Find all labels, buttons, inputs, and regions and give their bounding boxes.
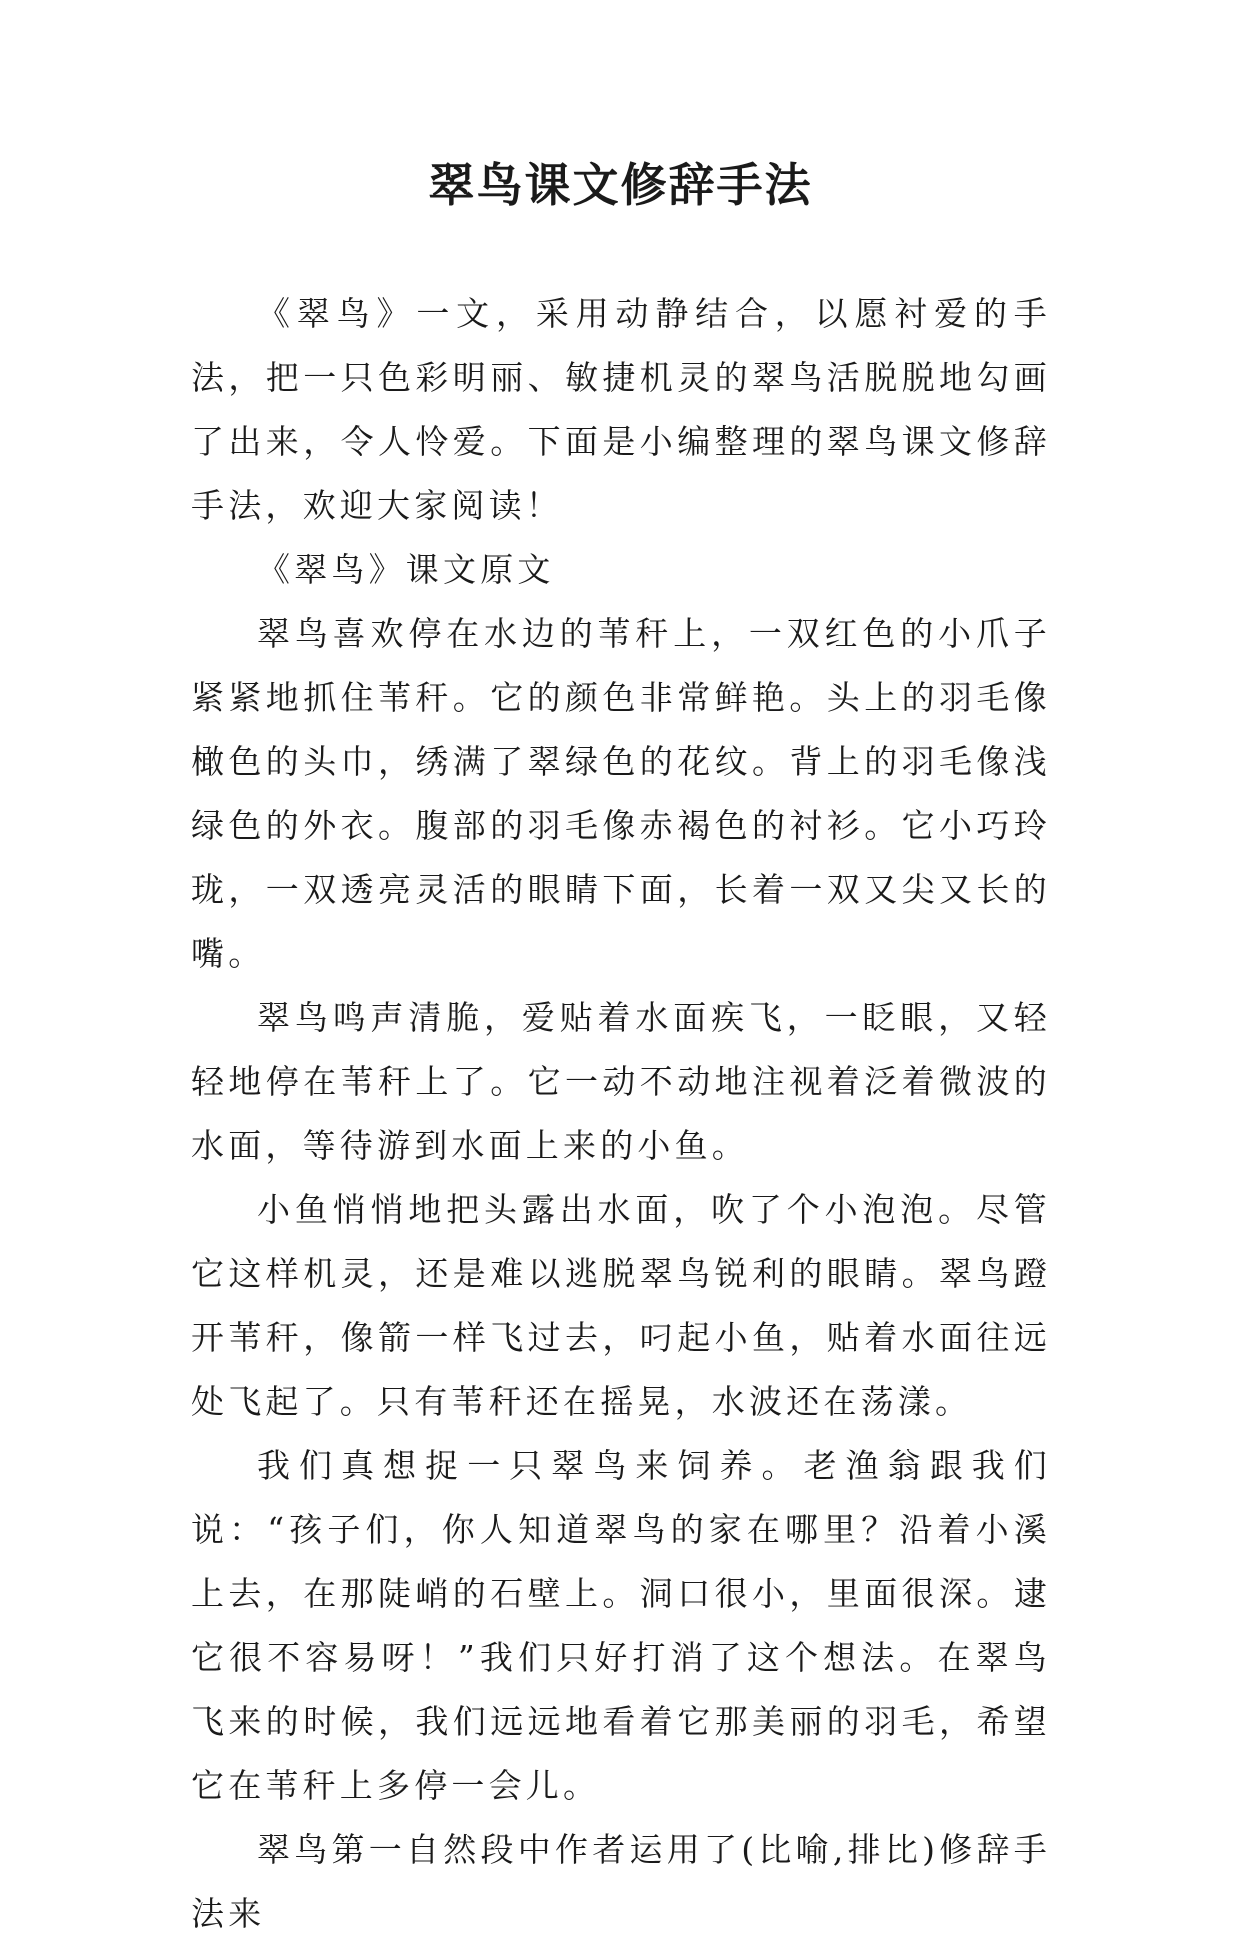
body-paragraph: 翠鸟第一自然段中作者运用了(比喻,排比)修辞手法来: [191, 1830, 1051, 1933]
body-paragraph: 小鱼悄悄地把头露出水面，吹了个小泡泡。尽管它这样机灵，还是难以逃脱翠鸟锐利的眼睛。翠鸟蹬开苇秆，像箭一样飞过去，叼起小鱼，贴着水面往远处飞起了。只有苇秆还在摇晃，水波还在荡漾。: [191, 1190, 1051, 1421]
document-body: [191, 282, 1051, 1946]
body-paragraph: 我们真想捉一只翠鸟来饲养。老渔翁跟我们说：“孩子们，你人知道翠鸟的家在哪里？沿着小溪上去，在那陡峭的石壁上。洞口很小，里面很深。逮它很不容易呀！”我们只好打消了这个想法。在翠鸟飞来的时候，我们远远地看着它那美丽的羽毛，希望它在苇秆上多停一会儿。: [191, 1446, 1051, 1805]
body-paragraph: 翠鸟喜欢停在水边的苇秆上，一双红色的小爪子紧紧地抓住苇秆。它的颜色非常鲜艳。头上的羽毛像橄色的头巾，绣满了翠绿色的花纹。背上的羽毛像浅绿色的外衣。腹部的羽毛像赤褐色的衬衫。它小巧玲珑，一双透亮灵活的眼睛下面，长着一双又尖又长的嘴。: [191, 614, 1051, 973]
document-title: 翠鸟课文修辞手法: [428, 158, 813, 212]
intro-paragraph: 《翠鸟》一文，采用动静结合，以愿衬爱的手法，把一只色彩明丽、敏捷机灵的翠鸟活脱脱地勾画了出来，令人怜爱。下面是小编整理的翠鸟课文修辞手法，欢迎大家阅读！: [191, 294, 1051, 525]
section-heading-original-text: 《翠鸟》课文原文: [257, 550, 555, 589]
body-paragraph: 翠鸟鸣声清脆，爱贴着水面疾飞，一眨眼，又轻轻地停在苇秆上了。它一动不动地注视着泛着微波的水面，等待游到水面上来的小鱼。: [191, 998, 1051, 1165]
